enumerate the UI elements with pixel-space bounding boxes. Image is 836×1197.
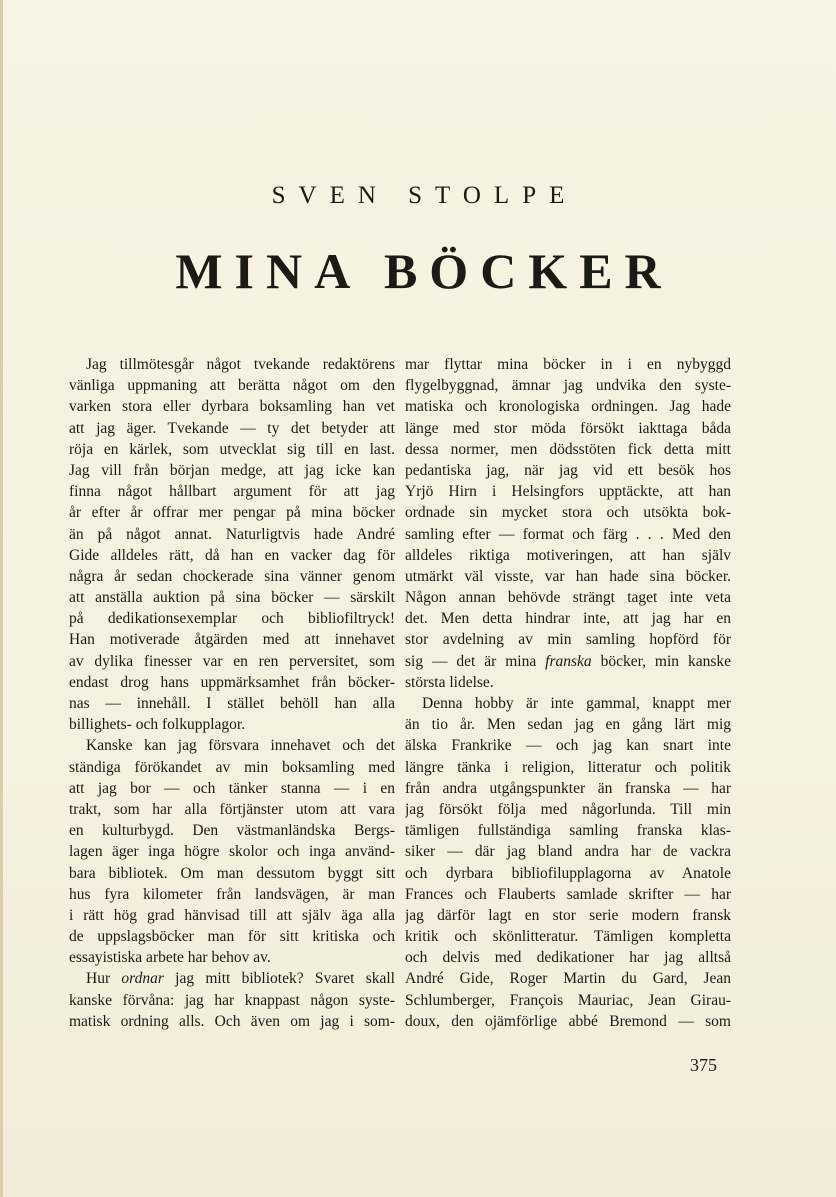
text-line: kanske förvåna: jag har knappast någon syste- xyxy=(69,991,395,1009)
text-line: lagen äger inga högre skolor och inga använd- xyxy=(69,843,395,861)
text-line: tämligen fullständiga samling franska klas- xyxy=(405,822,731,840)
text-line: jag därför lagt en stor serie modern fransk xyxy=(405,906,731,924)
text-line: samling efter — format och färg . . . Med den xyxy=(405,525,731,543)
text-line: Någon annan behövde strängt taget inte veta xyxy=(405,589,731,607)
text-line: matisk ordning alls. Och även om jag i som- xyxy=(69,1012,395,1030)
text-line: på dedikationsexemplar och bibliofiltryck! xyxy=(69,610,395,628)
text-line: länge med stor möda försökt iakttaga båda xyxy=(405,419,731,437)
text-line: endast drog hans uppmärksamhet från böcker- xyxy=(69,673,395,691)
text-line: och dyrbara bibliofilupplagorna av Anatole xyxy=(405,864,731,882)
text-line: hus fyra kilometer från landsvägen, är man xyxy=(69,885,395,903)
text-line: från andra utgångspunkter än franska — har xyxy=(405,779,731,797)
text-line: finna något hållbart argument för att jag xyxy=(69,483,395,501)
text-line: i rätt hög grad hänvisad till att själv äga alla xyxy=(69,906,395,924)
text-line: stor avdelning av min samling hopförd för xyxy=(405,631,731,649)
text-line: än tio år. Men sedan jag en gång lärt mig xyxy=(405,716,731,734)
text-line: essayistiska arbete har behov av. xyxy=(69,949,271,967)
text-line: flygelbyggnad, ämnar jag undvika den syste- xyxy=(405,377,731,395)
text-line: Jag vill från början medge, att jag icke kan xyxy=(69,461,395,479)
text-line: Schlumberger, François Mauriac, Jean Girau- xyxy=(405,991,731,1009)
text-line: jag försökt följa med någorlunda. Till min xyxy=(405,800,731,818)
page-number: 375 xyxy=(690,1055,717,1075)
text-line: utmärkt väl visste, var han hade sina böcker. xyxy=(405,567,731,585)
text-line: Kanske kan jag försvara innehavet och det xyxy=(86,737,395,755)
text-line: en kulturbygd. Den västmanländska Bergs- xyxy=(69,822,395,840)
text-line: dessa normer, men dödsstöten fick detta mitt xyxy=(405,440,731,458)
left-column xyxy=(69,354,395,1032)
text-run: sig — det är mina xyxy=(405,652,546,670)
text-line: att jag äger. Tvekande — ty det betyder att xyxy=(69,419,395,437)
text-run: jag mitt bibliotek? Svaret skall xyxy=(163,970,395,988)
text-line: Denna hobby är inte gammal, knappt mer xyxy=(422,695,731,712)
page-edge xyxy=(0,0,3,1197)
text-line: alldeles riktiga motiveringen, att han själv xyxy=(405,546,731,564)
text-line: älska Frankrike — och jag kan snart inte xyxy=(405,737,731,755)
text-line: av dylika finesser var en ren perversitet, som xyxy=(69,652,395,670)
right-column xyxy=(405,354,731,1032)
text-line: längre tänka i religion, litteratur och politik xyxy=(405,758,731,776)
text-line: största lidelse. xyxy=(405,673,494,691)
article-title: MINA BÖCKER xyxy=(175,243,673,299)
text-line: mar flyttar mina böcker in i en nybyggd xyxy=(405,356,731,373)
emphasized-word: franska xyxy=(545,652,592,670)
text-run: Hur xyxy=(86,970,122,988)
text-line: kritik och skönlitteratur. Tämligen kompletta xyxy=(405,928,731,946)
text-line: Gide alldeles rätt, då han en vacker dag för xyxy=(69,546,395,564)
text-line: Yrjö Hirn i Helsingfors upptäckte, att han xyxy=(405,483,731,501)
emphasized-word: ordnar xyxy=(121,970,164,988)
text-line: doux, den ojämförlige abbé Bremond — som xyxy=(405,1012,731,1030)
text-line: röja en kärlek, som utvecklat sig till en last. xyxy=(69,440,395,458)
text-line: nas — innehåll. I stället behöll han alla xyxy=(69,695,395,712)
text-line: några år sedan chockerade sina vänner genom xyxy=(69,567,395,585)
text-run: böcker, min kanske xyxy=(591,652,731,670)
text-line: år efter år offrar mer pengar på mina böcker xyxy=(69,504,395,522)
text-line: vänliga uppmaning att berätta något om den xyxy=(69,377,395,395)
author-name: SVEN STOLPE xyxy=(271,182,578,209)
text-line: de uppslagsböcker man för sitt kritiska och xyxy=(69,928,395,946)
text-line xyxy=(69,968,395,989)
text-line: ständiga förökandet av min boksamling med xyxy=(69,758,395,776)
text-line: ordnade sin mycket stora och utsökta bok- xyxy=(405,504,731,522)
text-line: matiska och kronologiska ordningen. Jag hade xyxy=(405,398,731,416)
text-line: billighets- och folkupplagor. xyxy=(69,716,246,734)
text-line: bara bibliotek. Om man dessutom byggt sitt xyxy=(69,864,395,882)
text-line: och delvis med dedikationer har jag alltså xyxy=(405,949,731,967)
text-line xyxy=(405,651,731,672)
text-line: Jag tillmötesgår något tvekande redaktörens xyxy=(86,356,395,373)
text-line: det. Men detta hindrar inte, att jag har en xyxy=(405,610,731,628)
text-line: att anställa auktion på sina böcker — särskilt xyxy=(69,589,395,607)
text-line: än på något annat. Naturligtvis hade André xyxy=(69,525,395,543)
text-line: siker — där jag bland andra har de vackra xyxy=(405,843,731,861)
text-line: Frances och Flauberts samlade skrifter — har xyxy=(405,885,731,903)
text-line: trakt, som har alla förtjänster utom att vara xyxy=(69,800,395,818)
text-line: att jag bor — och tänker stanna — i en xyxy=(69,779,395,797)
text-line: André Gide, Roger Martin du Gard, Jean xyxy=(405,970,731,988)
text-line: Han motiverade åtgärden med att innehavet xyxy=(69,631,395,649)
text-line: varken stora eller dyrbara boksamling han vet xyxy=(69,398,395,416)
text-line: pedantiska jag, när jag vid ett besök hos xyxy=(405,461,731,479)
